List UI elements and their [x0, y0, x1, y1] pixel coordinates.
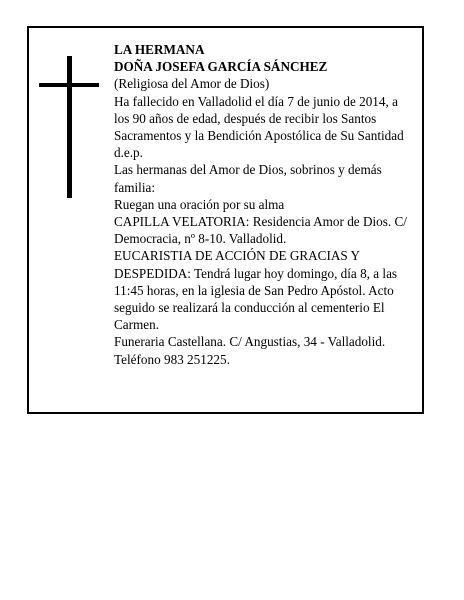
chapel-info-line-1: CAPILLA VELATORIA: Residencia Amor de Dios. C/ [114, 214, 407, 230]
family-line-1: Las hermanas del Amor de Dios, sobrinos y demás [114, 162, 382, 178]
death-announcement-line-1: Ha fallecido en Valladolid el día 7 de junio de 2014, a [114, 93, 398, 109]
eucharist-info-line-4: seguido se realizará la conducción al cementerio El [114, 300, 385, 316]
cross-icon [39, 56, 99, 198]
eucharist-info-line-3: 11:45 horas, en la iglesia de San Pedro Apóstol. Acto [114, 282, 394, 298]
chapel-info-line-2: Democracia, nº 8-10. Valladolid. [114, 231, 287, 247]
eucharist-info-line-1: EUCARISTIA DE ACCIÓN DE GRACIAS Y [114, 248, 361, 264]
family-line-2: familia: [114, 179, 156, 195]
obituary-notice [27, 26, 424, 414]
eucharist-info-line-5: Carmen. [114, 317, 160, 333]
death-announcement-line-2: los 90 años de edad, después de recibir los Santos [114, 110, 377, 126]
funeral-home-phone: Teléfono 983 251225. [114, 351, 230, 367]
dep-line: d.e.p. [114, 145, 143, 161]
notice-heading: LA HERMANA [114, 42, 205, 57]
prayer-request: Ruegan una oración por su alma [114, 196, 285, 212]
funeral-home-address: Funeraria Castellana. C/ Angustias, 34 - Valladolid. [114, 334, 386, 350]
religious-affiliation: (Religiosa del Amor de Dios) [114, 76, 270, 92]
death-announcement-line-3: Sacramentos y la Bendición Apostólica de Su Santidad [114, 128, 404, 144]
cross-vertical-bar [67, 56, 72, 198]
eucharist-info-line-2: DESPEDIDA: Tendrá lugar hoy domingo, día 8, a las [114, 265, 398, 281]
deceased-name: DOÑA JOSEFA GARCÍA SÁNCHEZ [114, 59, 328, 75]
cross-horizontal-bar [39, 83, 99, 87]
notice-text [114, 41, 419, 368]
